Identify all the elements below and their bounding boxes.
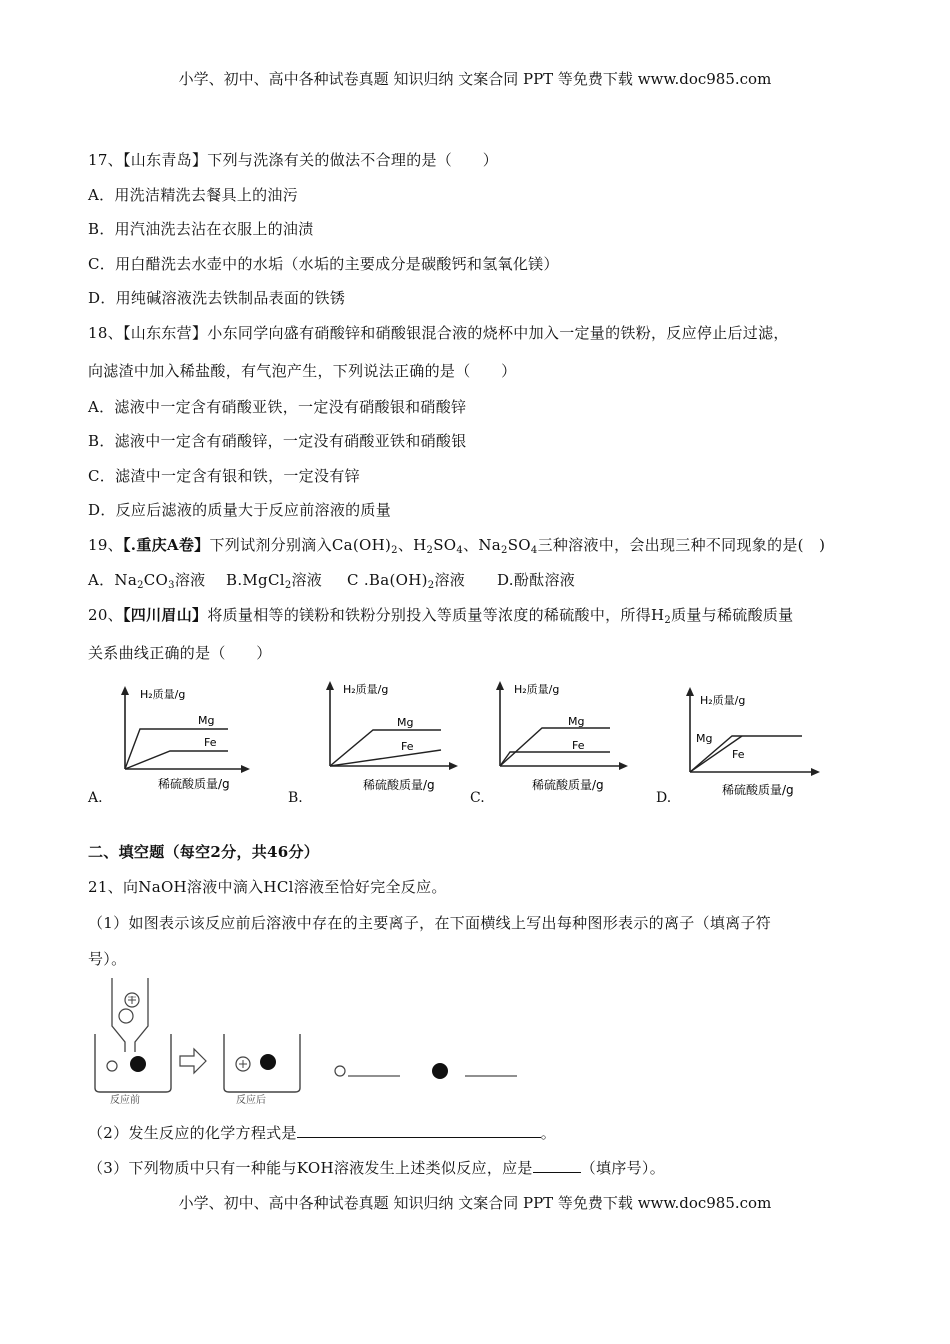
- svg-text:稀硫酸质量/g: 稀硫酸质量/g: [158, 777, 230, 791]
- svg-text:Fe: Fe: [572, 739, 585, 752]
- q21-stem: 21、向NaOH溶液中滴入HCl溶液至恰好完全反应。: [88, 878, 447, 896]
- q19-source-tag: 【.重庆A卷】: [123, 536, 210, 554]
- ion-diagram: [90, 976, 530, 1104]
- equation-answer-blank[interactable]: [297, 1125, 541, 1138]
- svg-text:H₂质量/g: H₂质量/g: [700, 694, 746, 707]
- svg-text:Mg: Mg: [568, 715, 585, 728]
- reaction-arrow-icon: [180, 1049, 206, 1073]
- ion-filled-circle: [130, 1056, 146, 1072]
- svg-text:稀硫酸质量/g: 稀硫酸质量/g: [363, 778, 435, 792]
- q19-option-c: C $.Ba(OH)_2$溶液: [347, 571, 466, 591]
- svg-text:稀硫酸质量/g: 稀硫酸质量/g: [532, 778, 604, 792]
- graph-d-label: D.: [656, 790, 672, 806]
- q18-option-b: B．滤液中一定含有硝酸锌，一定没有硝酸亚铁和硝酸银: [88, 432, 467, 450]
- graph-a: [100, 684, 260, 802]
- ion-small-open-circle: [107, 1061, 117, 1071]
- option-answer-blank[interactable]: [533, 1160, 581, 1173]
- svg-text:H₂质量/g: H₂质量/g: [514, 683, 560, 696]
- svg-text:H₂质量/g: H₂质量/g: [343, 683, 389, 696]
- q21-part2: （2）发生反应的化学方程式是 。: [88, 1124, 557, 1142]
- q19-option-b: B.MgCl$_2$溶液: [226, 571, 323, 591]
- svg-text:Mg: Mg: [696, 732, 713, 745]
- q21-part3: （3）下列物质中只有一种能与KOH溶液发生上述类似反应，应是 （填序号）。: [88, 1159, 666, 1177]
- svg-text:反应前: 反应前: [110, 1095, 140, 1104]
- svg-text:稀硫酸质量/g: 稀硫酸质量/g: [722, 783, 794, 797]
- ion-after-filled-circle: [260, 1054, 276, 1070]
- q17-option-a: A．用洗洁精洗去餐具上的油污: [88, 186, 299, 204]
- q18-option-d: D．反应后滤液的质量大于反应前溶液的质量: [88, 501, 392, 519]
- q20-source-tag: 【四川眉山】: [123, 606, 208, 624]
- q18-stem-line1: 18、【山东东营】小东同学向盛有硝酸锌和硝酸银混合液的烧杯中加入一定量的铁粉，反应停止后过滤，: [88, 324, 789, 342]
- graph-b-label: B.: [288, 790, 303, 806]
- graph-c-fe-curve: [500, 752, 610, 766]
- page-footer: 小学、初中、高中各种试卷真题 知识归纳 文案合同 PPT 等免费下载 www.doc985.com: [178, 1194, 772, 1212]
- svg-text:H₂质量/g: H₂质量/g: [140, 688, 186, 701]
- section-2-title: 二、填空题（每空2分，共46分）: [88, 843, 320, 861]
- q20-stem-line2: 关系曲线正确的是（ ）: [88, 644, 272, 662]
- ion-cl-minus-dropper: [119, 1009, 133, 1023]
- q17-option-b: B．用汽油洗去沾在衣服上的油渍: [88, 220, 314, 238]
- svg-text:反应后: 反应后: [236, 1095, 266, 1104]
- svg-text:Fe: Fe: [732, 748, 745, 761]
- graph-b: [305, 678, 475, 796]
- q18-stem-line2: 向滤渣中加入稀盐酸，有气泡产生，下列说法正确的是（ ）: [88, 362, 517, 380]
- q21-part1-line2: 号）。: [88, 950, 127, 968]
- q19-option-d: D.酚酞溶液: [497, 571, 576, 589]
- graph-c: [480, 678, 640, 796]
- q17-option-c: C．用白醋洗去水壶中的水垢（水垢的主要成分是碳酸钙和氢氧化镁）: [88, 255, 559, 273]
- q17-option-d: D．用纯碱溶液洗去铁制品表面的铁锈: [88, 289, 346, 307]
- svg-text:Fe: Fe: [401, 740, 414, 753]
- graph-a-label: A.: [88, 790, 103, 806]
- svg-text:Mg: Mg: [198, 714, 215, 727]
- graph-b-mg-curve: [330, 730, 441, 766]
- graph-c-label: C.: [470, 790, 485, 806]
- graph-d: [680, 684, 850, 802]
- q20-stem-line1: 20、【四川眉山】将质量相等的镁粉和铁粉分别投入等质量等浓度的稀硫酸中，所得$H_2$质量与稀硫酸质量: [88, 606, 794, 626]
- q19-stem: 19、【.重庆A卷】下列试剂分别滴入$Ca(OH)_2$、$H_2SO_4$、$Na_2SO_4$三种溶液中，会出现三种不同现象的是( ): [88, 536, 826, 556]
- svg-text:Mg: Mg: [397, 716, 414, 729]
- graph-a-fe-curve: [125, 751, 228, 769]
- q21-part1-line1: （1）如图表示该反应前后溶液中存在的主要离子，在下面横线上写出每种图形表示的离子（填离子符: [88, 914, 772, 932]
- graph-c-mg-curve: [500, 728, 610, 766]
- q19-option-a: A．$Na_2CO_3$溶液: [88, 571, 206, 591]
- q19-options: [88, 569, 575, 590]
- page-header: 小学、初中、高中各种试卷真题 知识归纳 文案合同 PPT 等免费下载 www.doc985.com: [178, 70, 772, 88]
- q17-stem: 17、【山东青岛】下列与洗涤有关的做法不合理的是（ ）: [88, 151, 498, 169]
- svg-text:Fe: Fe: [204, 736, 217, 749]
- answer-open-circle-icon: [335, 1066, 345, 1076]
- q18-option-c: C．滤渣中一定含有银和铁，一定没有锌: [88, 467, 360, 485]
- q18-option-a: A．滤液中一定含有硝酸亚铁，一定没有硝酸银和硝酸锌: [88, 398, 467, 416]
- answer-filled-circle-icon: [432, 1063, 448, 1079]
